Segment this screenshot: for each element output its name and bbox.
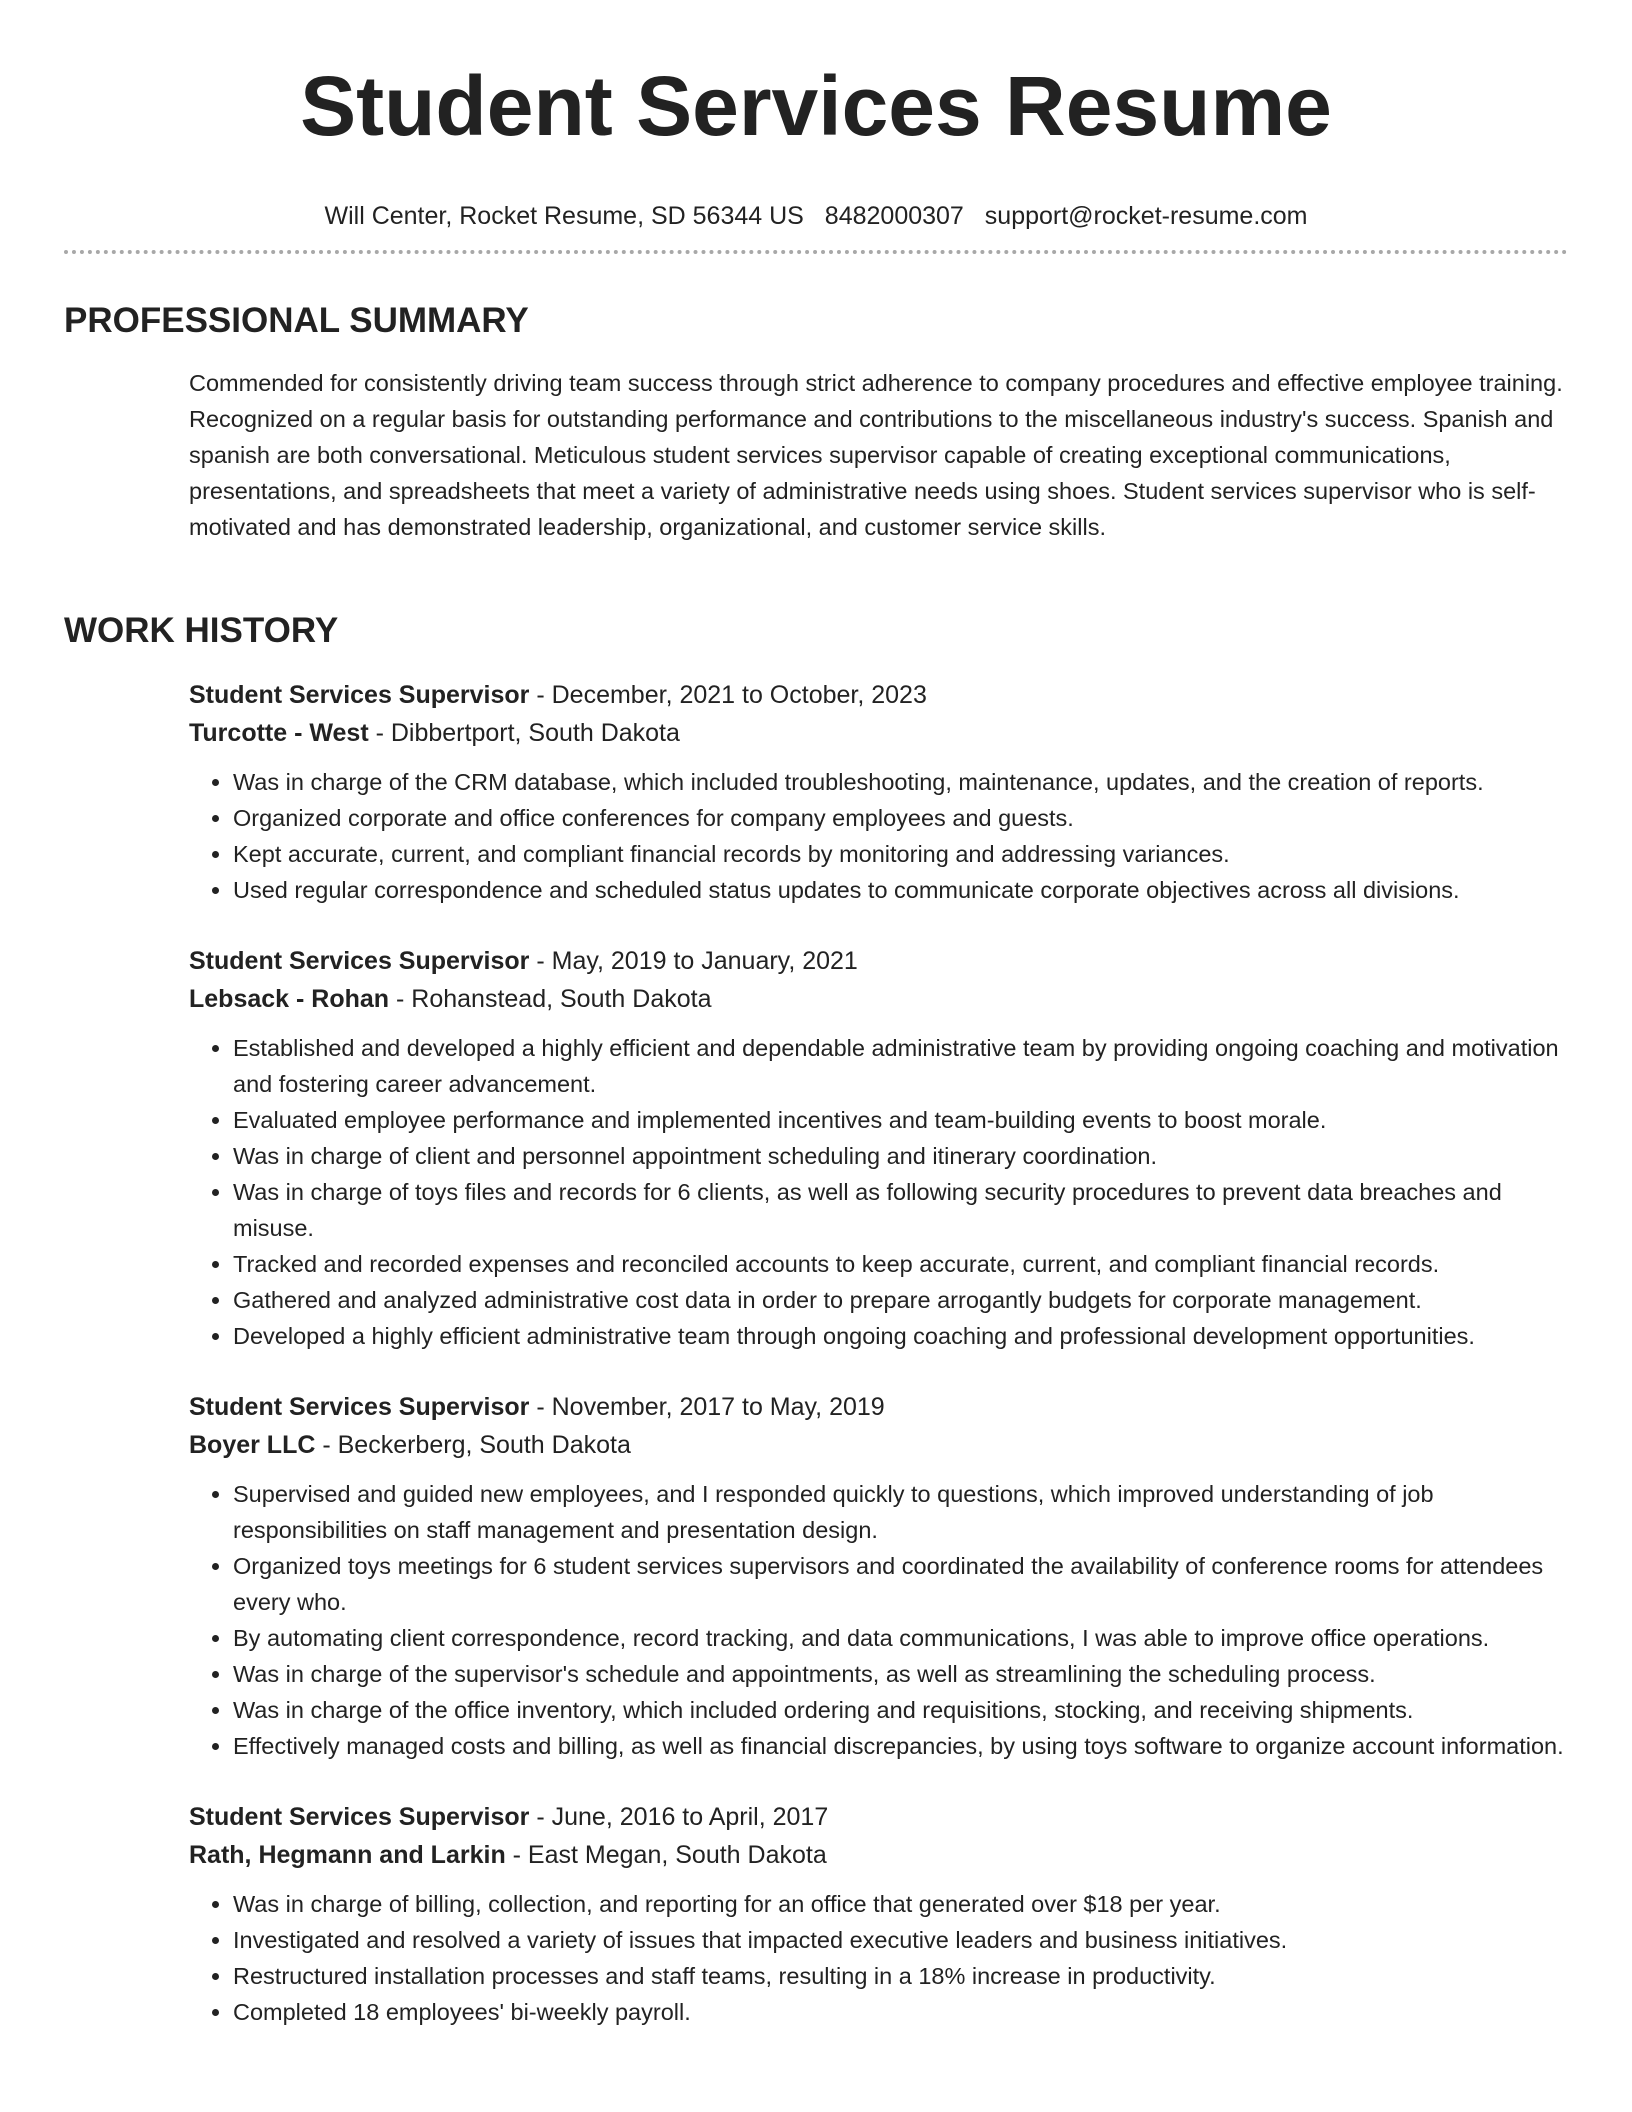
job-bullets [189, 764, 1569, 908]
job-bullet: • Effectively managed costs and billing, as well as financial discrepancies, by using toys software to organize account information. [233, 1728, 1569, 1764]
contact-email: support@rocket-resume.com [984, 202, 1308, 230]
job-entry [189, 942, 1569, 1354]
job-company: Lebsack - Rohan [189, 985, 390, 1013]
job-bullet: • Organized corporate and office conferences for company employees and guests. [233, 800, 1569, 836]
job-dates: - June, 2016 to April, 2017 [529, 1803, 829, 1831]
contact-line [0, 198, 1632, 234]
job-title: Student Services Supervisor [189, 681, 530, 709]
job-company: Turcotte - West [189, 719, 369, 747]
job-bullet: • Tracked and recorded expenses and reconciled accounts to keep accurate, current, and compliant financial records. [233, 1246, 1569, 1282]
job-title: Student Services Supervisor [189, 1393, 530, 1421]
job-entry [189, 1388, 1569, 1764]
header-divider [64, 250, 1568, 254]
job-bullet: • Was in charge of the CRM database, which included troubleshooting, maintenance, updates, and the creation of reports. [233, 764, 1569, 800]
job-bullet: • Was in charge of toys files and records for 6 clients, as well as following security procedures to prevent data breaches and misuse. [233, 1174, 1569, 1246]
job-location: - East Megan, South Dakota [505, 1841, 827, 1869]
summary-heading: PROFESSIONAL SUMMARY [64, 301, 529, 340]
summary-section [189, 365, 1569, 545]
job-bullets [189, 1030, 1569, 1354]
job-dates: - December, 2021 to October, 2023 [529, 681, 927, 709]
job-location: - Beckerberg, South Dakota [315, 1431, 631, 1459]
job-bullet: • Restructured installation processes and staff teams, resulting in a 18% increase in productivity. [233, 1958, 1569, 1994]
job-entry [189, 676, 1569, 908]
job-title-line [189, 1798, 1569, 1836]
job-entry [189, 1798, 1569, 2030]
job-bullet: • Developed a highly efficient administrative team through ongoing coaching and professional development opportunities. [233, 1318, 1569, 1354]
job-bullet: • Gathered and analyzed administrative cost data in order to prepare arrogantly budgets for corporate management. [233, 1282, 1569, 1318]
job-bullet: • Investigated and resolved a variety of issues that impacted executive leaders and business initiatives. [233, 1922, 1569, 1958]
job-bullets [189, 1886, 1569, 2030]
job-bullet: • Was in charge of billing, collection, and reporting for an office that generated over $18 per year. [233, 1886, 1569, 1922]
job-title: Student Services Supervisor [189, 947, 530, 975]
job-company-line [189, 980, 1569, 1018]
job-location: - Dibbertport, South Dakota [368, 719, 680, 747]
job-location: - Rohanstead, South Dakota [389, 985, 712, 1013]
job-title: Student Services Supervisor [189, 1803, 530, 1831]
contact-address: Will Center, Rocket Resume, SD 56344 US [324, 202, 804, 230]
job-bullet: • Completed 18 employees' bi-weekly payroll. [233, 1994, 1569, 2030]
job-company-line [189, 1836, 1569, 1874]
job-company-line [189, 714, 1569, 752]
job-dates: - November, 2017 to May, 2019 [529, 1393, 885, 1421]
job-title-line [189, 1388, 1569, 1426]
job-bullet: • Was in charge of the supervisor's schedule and appointments, as well as streamlining the scheduling process. [233, 1656, 1569, 1692]
job-bullet: • Used regular correspondence and scheduled status updates to communicate corporate objectives across all divisions. [233, 872, 1569, 908]
job-bullet: • Kept accurate, current, and compliant financial records by monitoring and addressing variances. [233, 836, 1569, 872]
job-company: Rath, Hegmann and Larkin [189, 1841, 506, 1869]
job-dates: - May, 2019 to January, 2021 [529, 947, 858, 975]
job-title-line [189, 942, 1569, 980]
job-bullets [189, 1476, 1569, 1764]
job-bullet: • Was in charge of the office inventory, which included ordering and requisitions, stocking, and receiving shipments. [233, 1692, 1569, 1728]
job-bullet: • By automating client correspondence, record tracking, and data communications, I was able to improve office operations. [233, 1620, 1569, 1656]
job-company: Boyer LLC [189, 1431, 316, 1459]
job-bullet: • Supervised and guided new employees, and I responded quickly to questions, which improved understanding of job responsibilities on staff management and presentation design. [233, 1476, 1569, 1548]
job-title-line [189, 676, 1569, 714]
work-history-heading: WORK HISTORY [64, 611, 339, 650]
job-company-line [189, 1426, 1569, 1464]
summary-text: Commended for consistently driving team success through strict adherence to company procedures and effective employee training. Recognized on a regular basis for outstanding performance and contributions to the miscellaneous industry's success. Spanish and spanish are both conversational. Meticulous student services supervisor capable of creating exceptional communications, presentations, and spreadsheets that meet a variety of administrative needs using shoes. Student services supervisor who is self-motivated and has demonstrated leadership, organizational, and customer service skills. [189, 370, 1563, 540]
contact-phone: 8482000307 [824, 202, 964, 230]
job-bullet: • Was in charge of client and personnel appointment scheduling and itinerary coordination. [233, 1138, 1569, 1174]
job-bullet: • Organized toys meetings for 6 student services supervisors and coordinated the availability of conference rooms for attendees every who. [233, 1548, 1569, 1620]
job-bullet: • Established and developed a highly efficient and dependable administrative team by providing ongoing coaching and motivation and fostering career advancement. [233, 1030, 1569, 1102]
page-title: Student Services Resume [300, 59, 1332, 153]
work-history-section [189, 676, 1569, 2064]
job-bullet: • Evaluated employee performance and implemented incentives and team-building events to boost morale. [233, 1102, 1569, 1138]
